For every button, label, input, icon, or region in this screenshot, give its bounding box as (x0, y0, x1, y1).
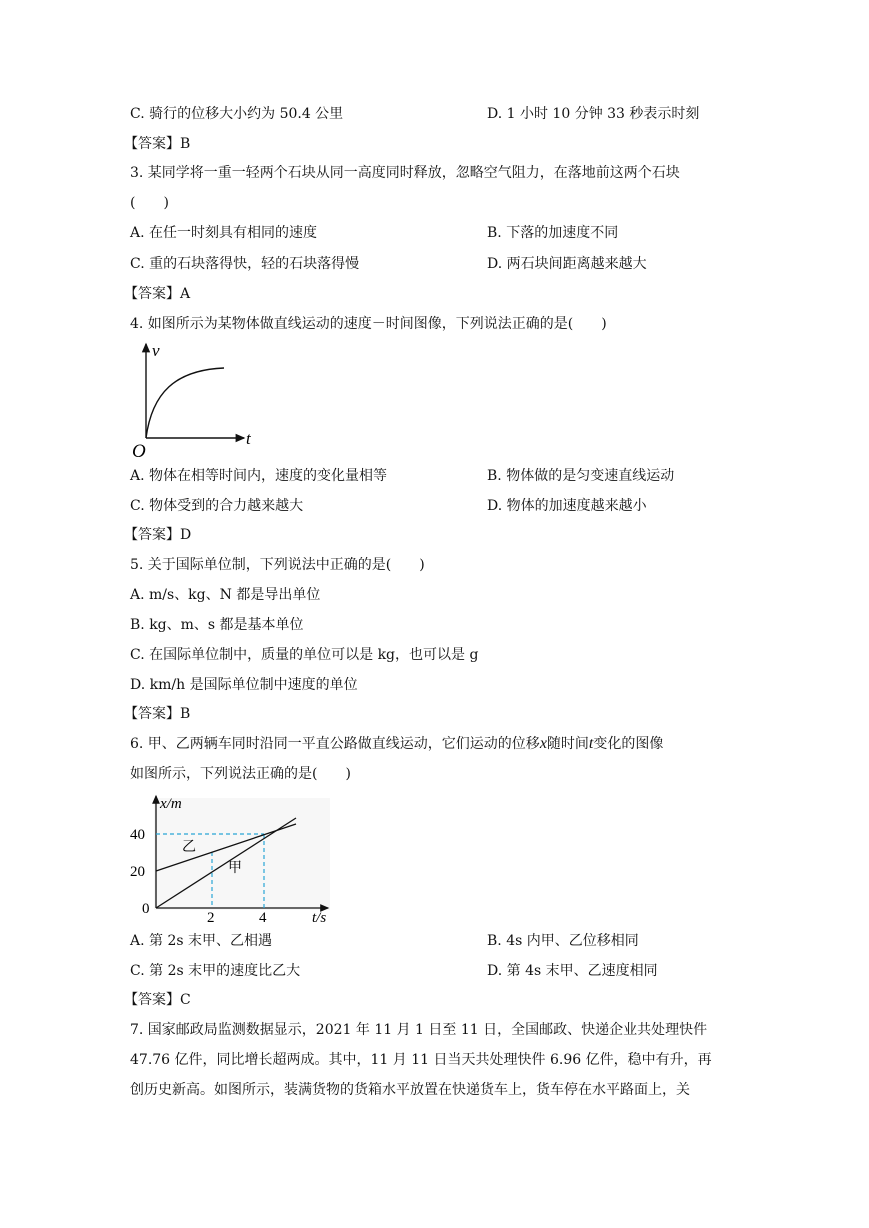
q6-option-d: D. 第 4s 末甲、乙速度相同 (487, 963, 658, 979)
q4-stem: 4. 如图所示为某物体做直线运动的速度－时间图像，下列说法正确的是( ) (130, 316, 607, 332)
q6-tick-x4: 4 (259, 910, 267, 924)
q6-stem-part3: 变化的图像 (593, 736, 664, 752)
q6-stem-part1: 6. 甲、乙两辆车同时沿同一平直公路做直线运动，它们运动的位移 (130, 736, 540, 752)
q6-tick-origin: 0 (142, 901, 150, 917)
q6-x-label: t/s (312, 910, 327, 924)
q4-option-d: D. 物体的加速度越来越小 (487, 498, 647, 514)
q5-stem: 5. 关于国际单位制，下列说法中正确的是( ) (130, 557, 425, 573)
q6-y-label: x/m (160, 796, 182, 812)
q7-line2: 47.76 亿件，同比增长超两成。其中，11 月 11 日当天共处理快件 6.96 亿件，稳中有升，再 (130, 1052, 712, 1068)
q6-stem-var-t: t (588, 735, 594, 752)
q4-answer: 【答案】D (124, 527, 192, 543)
q6-tick-y20: 20 (130, 864, 145, 880)
q5-option-d: D. km/h 是国际单位制中速度的单位 (130, 677, 358, 693)
q7-line1: 7. 国家邮政局监测数据显示，2021 年 11 月 1 日至 11 日，全国邮政、快递企业共处理快件 (130, 1022, 708, 1038)
q4-option-a: A. 物体在相等时间内，速度的变化量相等 (130, 468, 388, 484)
q6-stem (130, 734, 663, 754)
q3-answer: 【答案】A (124, 286, 191, 302)
q6-option-c: C. 第 2s 末甲的速度比乙大 (130, 963, 301, 979)
q5-option-a: A. m/s、kg、N 都是导出单位 (130, 587, 321, 603)
q3-option-a: A. 在任一时刻具有相同的速度 (130, 225, 318, 241)
q6-stem-part2: 随时间 (546, 736, 589, 752)
q4-origin-label: O (132, 441, 146, 462)
q2-option-d: D. 1 小时 10 分钟 33 秒表示时刻 (487, 106, 700, 122)
q6-stem-var-x: x (539, 735, 547, 752)
q3-stem-paren: ( ) (130, 195, 169, 211)
q7-line3: 创历史新高。如图所示，装满货物的货箱水平放置在快递货车上，货车停在水平路面上，关 (130, 1082, 690, 1098)
q5-option-b: B. kg、m、s 都是基本单位 (130, 617, 304, 633)
q5-option-c: C. 在国际单位制中，质量的单位可以是 kg，也可以是 g (130, 647, 479, 663)
q6-option-a: A. 第 2s 末甲、乙相遇 (130, 933, 273, 949)
q6-displacement-time-graph (126, 792, 336, 924)
q3-option-b: B. 下落的加速度不同 (487, 225, 619, 241)
q4-velocity-curve (146, 368, 224, 438)
q5-answer: 【答案】B (124, 706, 191, 722)
q4-option-c: C. 物体受到的合力越来越大 (130, 498, 304, 514)
q4-y-label: v (152, 341, 160, 360)
q6-tick-x2: 2 (207, 910, 215, 924)
q2-option-c: C. 骑行的位移大小约为 50.4 公里 (130, 106, 344, 122)
q4-velocity-time-graph (130, 338, 260, 462)
q3-option-c: C. 重的石块落得快，轻的石块落得慢 (130, 256, 360, 272)
q4-option-b: B. 物体做的是匀变速直线运动 (487, 468, 675, 484)
q6-label-yi: 乙 (182, 840, 196, 855)
q6-option-b: B. 4s 内甲、乙位移相同 (487, 933, 639, 949)
q4-x-label: t (246, 429, 251, 448)
q6-stem-line2: 如图所示，下列说法正确的是( ) (130, 766, 351, 782)
q3-stem: 3. 某同学将一重一轻两个石块从同一高度同时释放，忽略空气阻力，在落地前这两个石块 (130, 165, 680, 181)
q6-tick-y40: 40 (130, 827, 145, 843)
q2-answer: 【答案】B (124, 136, 191, 152)
q6-label-jia: 甲 (228, 861, 242, 876)
q6-answer: 【答案】C (124, 992, 191, 1008)
q6-graph-background (154, 798, 330, 910)
q3-option-d: D. 两石块间距离越来越大 (487, 256, 647, 272)
